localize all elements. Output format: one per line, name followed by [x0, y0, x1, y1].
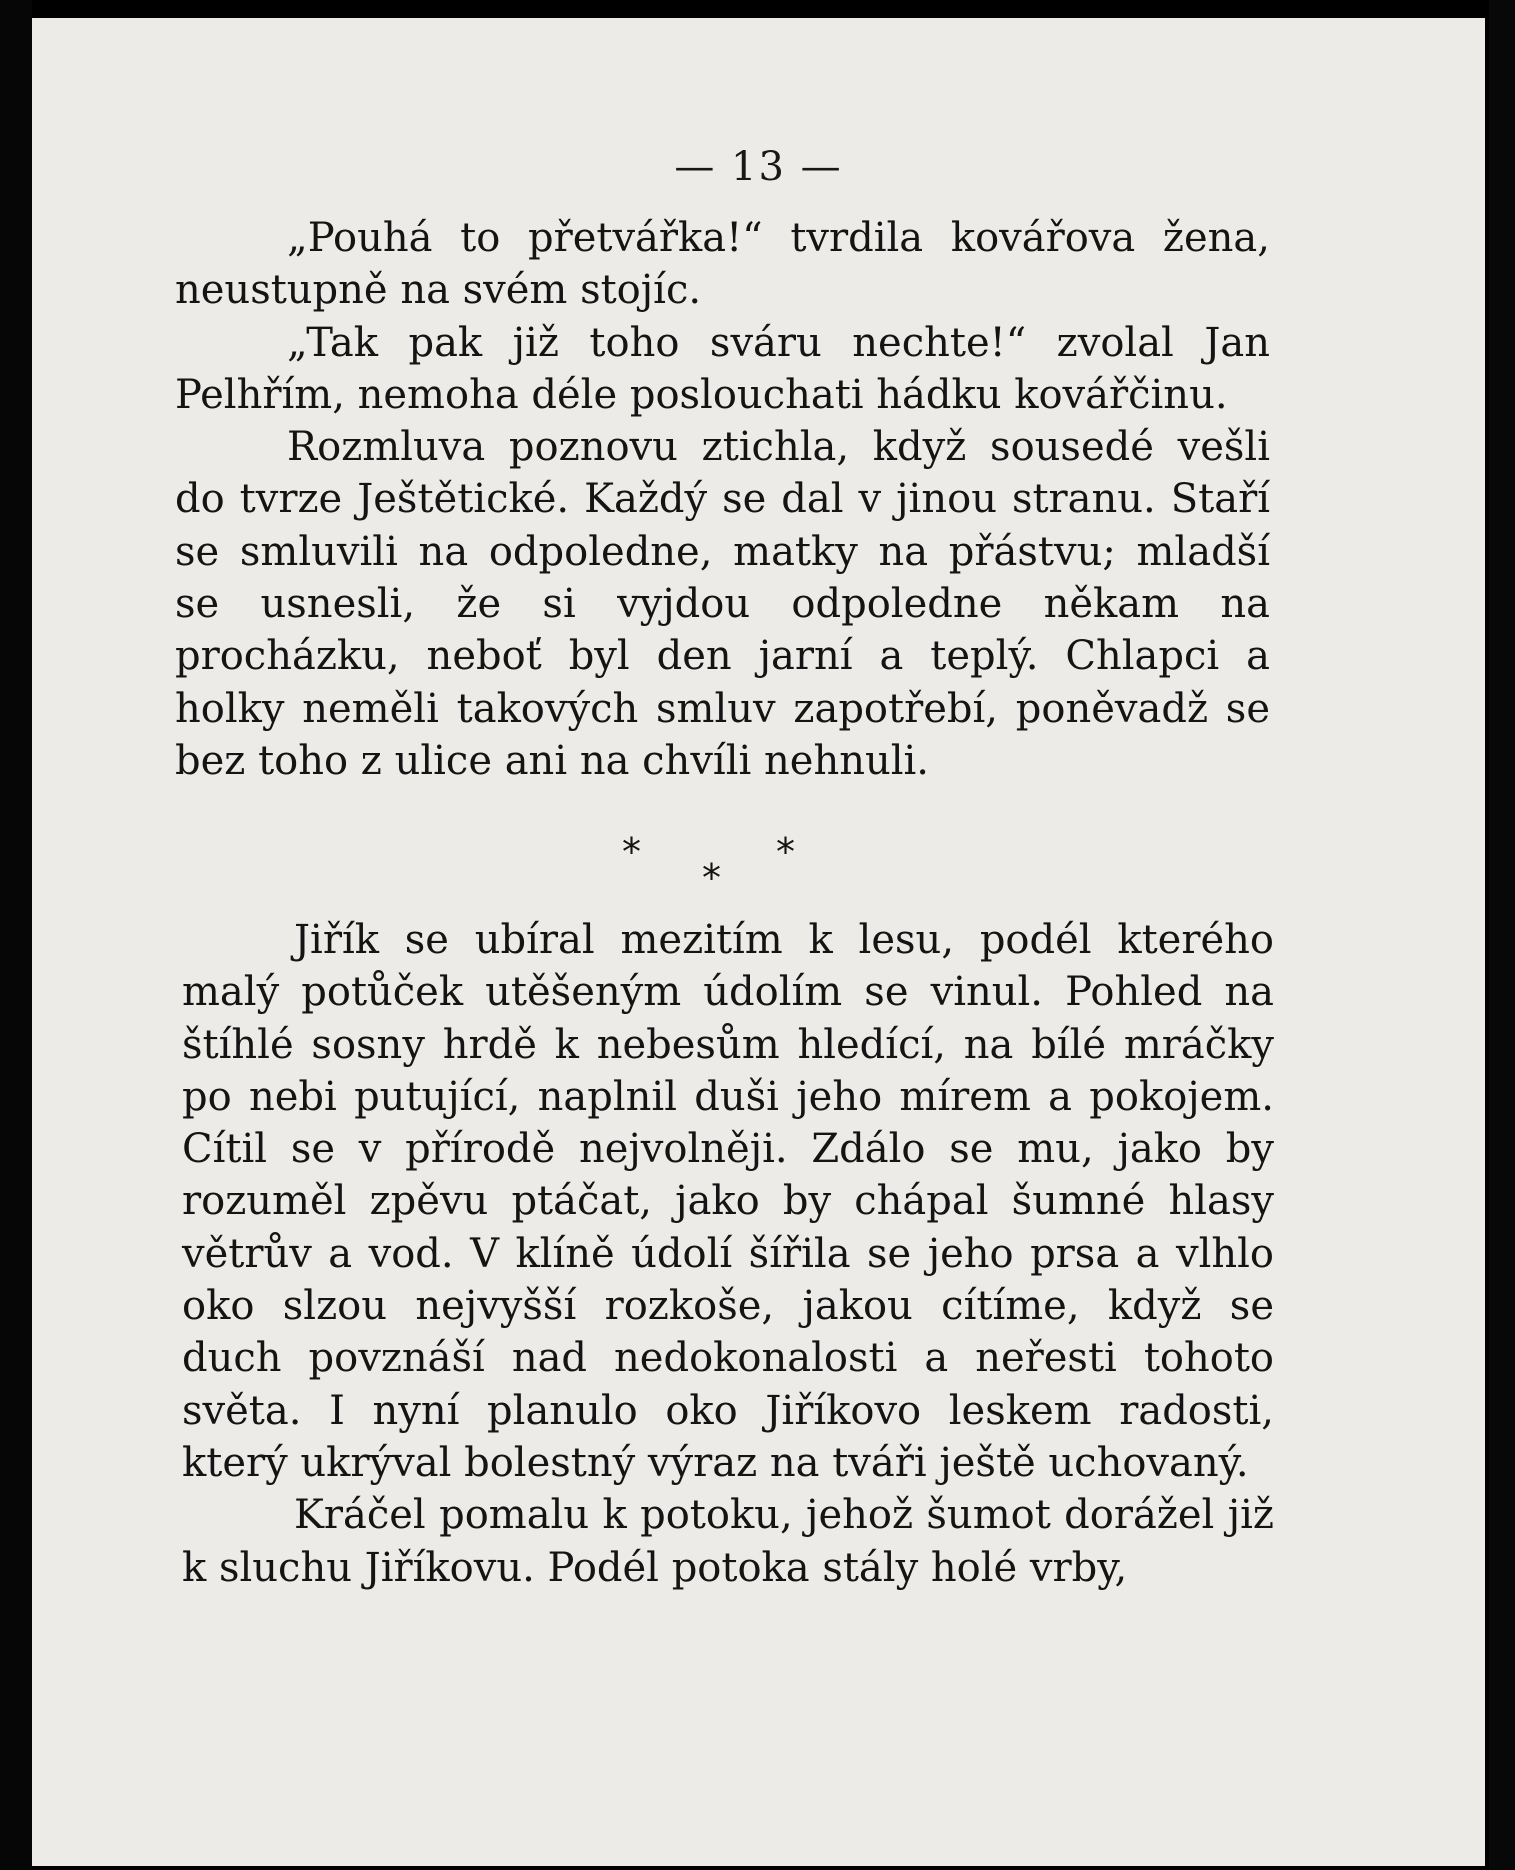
paragraph: Kráčel pomalu k potoku, jehož šumot dorážel již k sluchu Jiříkovu. Podél potoka stály holé vrby,: [182, 1492, 1274, 1591]
page-number: — 13 —: [674, 144, 843, 190]
divider-star: *: [776, 830, 795, 874]
paragraph: „Tak pak již toho sváru nechte!“ zvolal Jan Pelhřím, nemoha déle poslouchati hádku kovářčinu.: [175, 319, 1270, 418]
section-2-text: [182, 914, 1274, 1594]
section-1-text: [175, 212, 1270, 787]
scan-edge-left: [0, 0, 32, 1870]
paragraph: Jiřík se ubíral mezitím k lesu, podél kterého malý potůček utěšeným údolím se vinul. Pohled na štíhlé sosny hrdě k nebesům hledící, na bílé mráčky po nebi putující, naplnil duši jeho mírem a pokojem. Cítil se v přírodě nejvolněji. Zdálo se mu, jako by rozuměl zpěvu ptáčat, jako by chápal šumné hlasy větrův a vod. V klíně údolí šířila se jeho prsa a vlhlo oko slzou nejvyšší rozkoše, jakou cítíme, když se duch povznáší nad nedokonalosti a neřesti tohoto světa. I nyní planulo oko Jiříkovo leskem radosti, který ukrýval bolestný výraz na tváři ještě uchovaný.: [182, 917, 1274, 1486]
book-page: [32, 18, 1485, 1866]
divider-star: *: [702, 856, 721, 900]
divider-star: *: [622, 830, 641, 874]
scan-edge-right: [1489, 0, 1515, 1870]
paragraph: „Pouhá to přetvářka!“ tvrdila kovářova žena, neustupně na svém stojíc.: [175, 215, 1270, 314]
section-divider: [32, 830, 1485, 900]
paragraph: Rozmluva poznovu ztichla, když sousedé vešli do tvrze Ještětické. Každý se dal v jinou stranu. Staří se smluvili na odpoledne, matky na přástvu; mladší se usnesli, že si vyjdou odpoledne někam na procházku, neboť byl den jarní a teplý. Chlapci a holky neměli takových smluv zapotřebí, poněvadž se bez toho z ulice ani na chvíli nehnuli.: [175, 424, 1270, 784]
